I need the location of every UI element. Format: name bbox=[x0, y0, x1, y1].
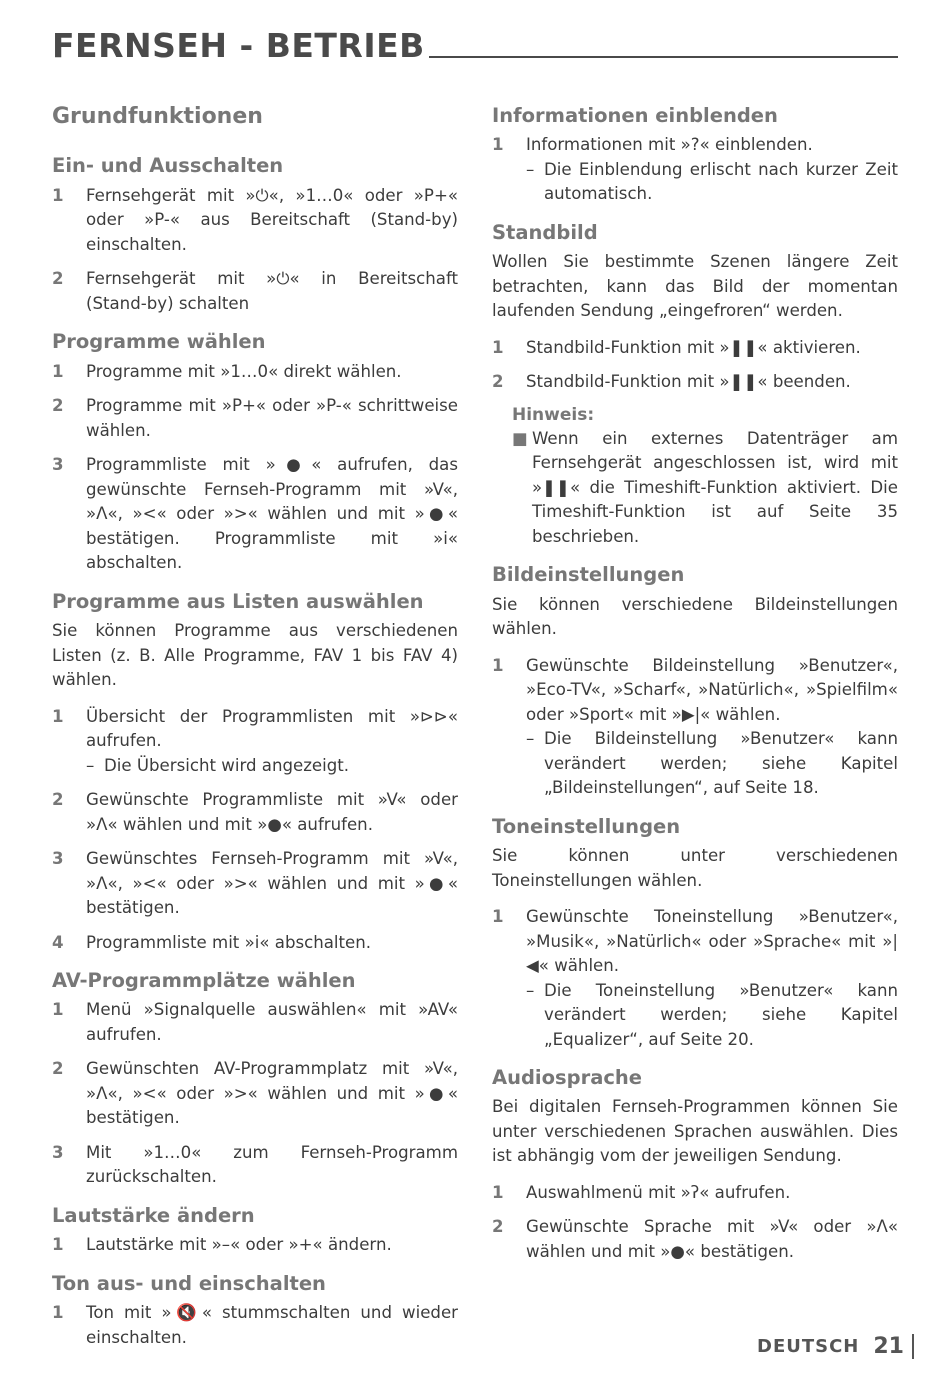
step bbox=[52, 705, 458, 779]
step-text: Informationen mit »?« einblenden. bbox=[526, 135, 813, 155]
step-sub-text: Die Übersicht wird angezeigt. bbox=[104, 755, 350, 775]
step-text: Gewünschte Programmliste mit »V« oder »Λ« wählen und mit »●« aufrufen. bbox=[86, 790, 458, 834]
step-text: Lautstärke mit »–« oder »+« ändern. bbox=[86, 1235, 392, 1255]
step bbox=[52, 1233, 458, 1258]
step-sub: – Die Übersicht wird angezeigt. bbox=[86, 754, 458, 779]
hint bbox=[512, 427, 898, 550]
step-number: 3 bbox=[52, 455, 64, 475]
step-number: 1 bbox=[492, 655, 504, 675]
section-toneinstellungen bbox=[492, 815, 898, 1052]
step bbox=[492, 1181, 898, 1206]
section-bildeinstellungen bbox=[492, 563, 898, 800]
section-intro: Bei digitalen Fernseh-Programmen können Sie unter verschiedenen Sprachen auswählen. Dies ist abhängig vom der jeweiligen Sendung. bbox=[492, 1097, 898, 1166]
section-informationen bbox=[492, 104, 898, 207]
section-intro: Sie können verschiedene Bildeinstellungen wählen. bbox=[492, 594, 898, 639]
page-footer bbox=[757, 1334, 914, 1359]
section-programme-waehlen bbox=[52, 330, 458, 575]
step-text: Programme mit »1…0« direkt wählen. bbox=[86, 361, 402, 381]
step-number: 2 bbox=[52, 396, 64, 416]
step-text: Gewünschten AV-Programmplatz mit »V«, »Λ«, »<« oder »>« wählen und mit »●« bestätigen. bbox=[86, 1059, 458, 1128]
step-number: 3 bbox=[52, 849, 64, 869]
section-title: Audiosprache bbox=[492, 1066, 643, 1090]
left-column bbox=[52, 104, 458, 1360]
main-heading: Grundfunktionen bbox=[52, 104, 263, 129]
step-sub: – Die Einblendung erlischt nach kurzer Zeit automatisch. bbox=[526, 158, 898, 207]
step-text: Fernsehgerät mit »⏻«, »1…0« oder »P+« oder »P-« aus Bereitschaft (Stand-by) einschalten. bbox=[86, 185, 458, 254]
step bbox=[492, 654, 898, 801]
step-text: Programmliste mit »i« abschalten. bbox=[86, 932, 372, 952]
step-number: 1 bbox=[492, 907, 504, 927]
section-title: Programme aus Listen auswählen bbox=[52, 589, 424, 613]
step bbox=[52, 1141, 458, 1190]
step-number: 1 bbox=[52, 185, 64, 205]
square-bullet-icon: ■ bbox=[512, 428, 528, 448]
step-text: Standbild-Funktion mit »❚❚« aktivieren. bbox=[526, 337, 861, 357]
right-column bbox=[492, 104, 898, 1274]
step bbox=[52, 184, 458, 258]
step bbox=[492, 133, 898, 207]
section-title: Informationen einblenden bbox=[492, 104, 778, 127]
step-text: Programmliste mit »●« aufrufen, das gewünschte Fernseh-Programm mit »V«, »Λ«, »<« oder »>« wählen und mit »●« bestätigen. Programmliste mit »i« abschalten. bbox=[86, 455, 458, 573]
section-ein-ausschalten bbox=[52, 154, 458, 316]
step-number: 1 bbox=[52, 361, 64, 381]
step-sub-text: Die Einblendung erlischt nach kurzer Zeit automatisch. bbox=[544, 159, 898, 204]
step-number: 1 bbox=[52, 1235, 64, 1255]
section-title: Ton aus- und einschalten bbox=[52, 1271, 326, 1295]
step bbox=[52, 453, 458, 576]
footer-language: DEUTSCH bbox=[757, 1336, 860, 1357]
step-text: Auswahlmenü mit »ʔ« aufrufen. bbox=[526, 1182, 791, 1202]
step-text: Gewünschtes Fernseh-Programm mit »V«, »Λ«, »<« oder »>« wählen und mit »●« bestätigen. bbox=[86, 849, 458, 918]
section-intro: Sie können unter verschiedenen Toneinstellungen wählen. bbox=[492, 846, 898, 890]
step-number: 2 bbox=[52, 269, 64, 289]
step-text: Programme mit »P+« oder »P-« schrittweise wählen. bbox=[86, 396, 458, 440]
step bbox=[52, 788, 458, 837]
step bbox=[52, 847, 458, 921]
page-number: 21 bbox=[873, 1334, 914, 1359]
step-text: Standbild-Funktion mit »❚❚« beenden. bbox=[526, 372, 851, 392]
step-number: 2 bbox=[52, 1059, 64, 1079]
section-title: Programme wählen bbox=[52, 330, 266, 354]
step bbox=[52, 360, 458, 385]
section-intro: Sie können Programme aus verschiedenen Listen (z. B. Alle Programme, FAV 1 bis FAV 4) wählen. bbox=[52, 621, 458, 690]
step-sub-text: Die Toneinstellung »Benutzer« kann verändert werden; siehe Kapitel „Equalizer“, auf Seite 20. bbox=[544, 980, 898, 1049]
section-title: Bildeinstellungen bbox=[492, 563, 685, 587]
page-header bbox=[52, 22, 898, 65]
step-sub-text: Die Bildeinstellung »Benutzer« kann verändert werden; siehe Kapitel „Bildeinstellungen“, auf Seite 18. bbox=[544, 729, 898, 798]
step-number: 1 bbox=[52, 706, 64, 726]
step-text: Gewünschte Toneinstellung »Benutzer«, »Musik«, »Natürlich« oder »Sprache« mit »|◀« wählen. bbox=[526, 907, 898, 976]
step-number: 1 bbox=[492, 1182, 504, 1202]
section-lautstaerke bbox=[52, 1204, 458, 1258]
step bbox=[52, 394, 458, 443]
step bbox=[52, 267, 458, 316]
step-text: Fernsehgerät mit »⏻« in Bereitschaft (Stand-by) schalten bbox=[86, 269, 458, 313]
step-sub: – Die Toneinstellung »Benutzer« kann verändert werden; siehe Kapitel „Equalizer“, auf Seite 20. bbox=[526, 979, 898, 1053]
step-number: 1 bbox=[492, 135, 504, 155]
step-text: Mit »1…0« zum Fernseh-Programm zurückschalten. bbox=[86, 1142, 458, 1187]
section-ton bbox=[52, 1272, 458, 1350]
step bbox=[52, 1057, 458, 1131]
step-number: 1 bbox=[52, 1303, 64, 1323]
section-title: Lautstärke ändern bbox=[52, 1203, 255, 1227]
step-text: Ton mit »🔇« stummschalten und wieder einschalten. bbox=[86, 1303, 458, 1347]
step bbox=[52, 998, 458, 1047]
section-standbild bbox=[492, 221, 898, 549]
hint-title: Hinweis: bbox=[512, 404, 595, 425]
step bbox=[492, 1215, 898, 1264]
step-text: Übersicht der Programmlisten mit »⊳⊳« aufrufen. bbox=[86, 706, 458, 751]
section-title: Standbild bbox=[492, 220, 598, 244]
step-number: 4 bbox=[52, 932, 64, 952]
section-title: AV-Programmplätze wählen bbox=[52, 969, 356, 993]
step bbox=[52, 931, 458, 956]
step bbox=[492, 370, 898, 395]
step-number: 2 bbox=[492, 372, 504, 392]
step-text: Menü »Signalquelle auswählen« mit »AV« aufrufen. bbox=[86, 1000, 458, 1044]
step bbox=[492, 905, 898, 1052]
page-title: FERNSEH - BETRIEB bbox=[52, 26, 425, 65]
step-number: 1 bbox=[52, 1000, 64, 1020]
section-intro: Wollen Sie bestimmte Szenen längere Zeit betrachten, kann das Bild der momentan laufenden Sendung „eingefroren“ werden. bbox=[492, 252, 898, 321]
section-title: Ein- und Ausschalten bbox=[52, 154, 284, 178]
step bbox=[52, 1301, 458, 1350]
section-programme-listen bbox=[52, 590, 458, 955]
step-number: 2 bbox=[492, 1217, 504, 1237]
section-title: Toneinstellungen bbox=[492, 814, 681, 838]
header-rule bbox=[429, 56, 898, 58]
step-number: 3 bbox=[52, 1142, 64, 1162]
step bbox=[492, 336, 898, 361]
step-number: 2 bbox=[52, 790, 64, 810]
hint-text: Wenn ein externes Datenträger am Fernsehgerät angeschlossen ist, wird mit »❚❚« die Timeshift-Funktion aktiviert. Die Timeshift-Funktion ist auf Seite 35 beschrieben. bbox=[532, 428, 898, 546]
step-text: Gewünschte Bildeinstellung »Benutzer«, »Eco-TV«, »Scharf«, »Natürlich«, »Spielfilm« oder »Sport« mit »▶|« wählen. bbox=[526, 655, 898, 724]
step-sub: – Die Bildeinstellung »Benutzer« kann verändert werden; siehe Kapitel „Bildeinstellungen“, auf Seite 18. bbox=[526, 727, 898, 801]
section-audiosprache bbox=[492, 1066, 898, 1264]
section-av-programmplaetze bbox=[52, 969, 458, 1190]
step-text: Gewünschte Sprache mit »V« oder »Λ« wählen und mit »●« bestätigen. bbox=[526, 1217, 898, 1261]
step-number: 1 bbox=[492, 337, 504, 357]
